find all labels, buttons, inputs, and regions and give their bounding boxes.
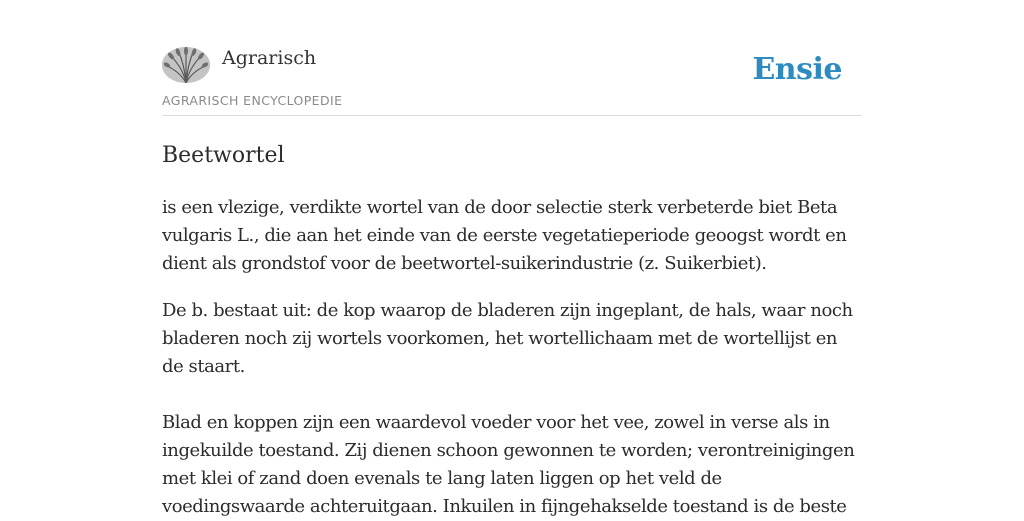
source-subtitle: AGRARISCH ENCYCLOPEDIE bbox=[162, 93, 343, 108]
article-paragraph: De b. bestaat uit: de kop waarop de bladeren zijn ingeplant, de hals, waar noch bladeren noch zij wortels voorkomen, het wortellichaam met de wortellijst en de staart. bbox=[162, 300, 853, 377]
article-paragraph: Blad en koppen zijn een waardevol voeder voor het vee, zowel in verse als in ingekuilde toestand. Zij dienen schoon gewonnen te worden; verontreinigingen met klei of zand doen evenals te lang laten liggen op het veld de voedingswaarde achteruitgaan. Inkuilen in fijngehakselde toestand is de beste bbox=[162, 412, 855, 517]
source-avatar[interactable] bbox=[162, 47, 210, 83]
page-header bbox=[162, 0, 862, 116]
article-paragraph: is een vlezige, verdikte wortel van de door selectie sterk verbeterde biet Beta vulgaris L., die aan het einde van de eerste vegetatieperiode geoogst wordt en dient als grondstof voor de beetwortel-suikerindustrie (z. Suikerbiet). bbox=[162, 197, 847, 274]
article-page bbox=[162, 0, 862, 521]
wheat-illustration-icon bbox=[162, 47, 210, 83]
brand-logo[interactable]: Ensie bbox=[752, 52, 842, 87]
source-name[interactable]: Agrarisch bbox=[222, 47, 317, 69]
article-title: Beetwortel bbox=[162, 143, 285, 168]
